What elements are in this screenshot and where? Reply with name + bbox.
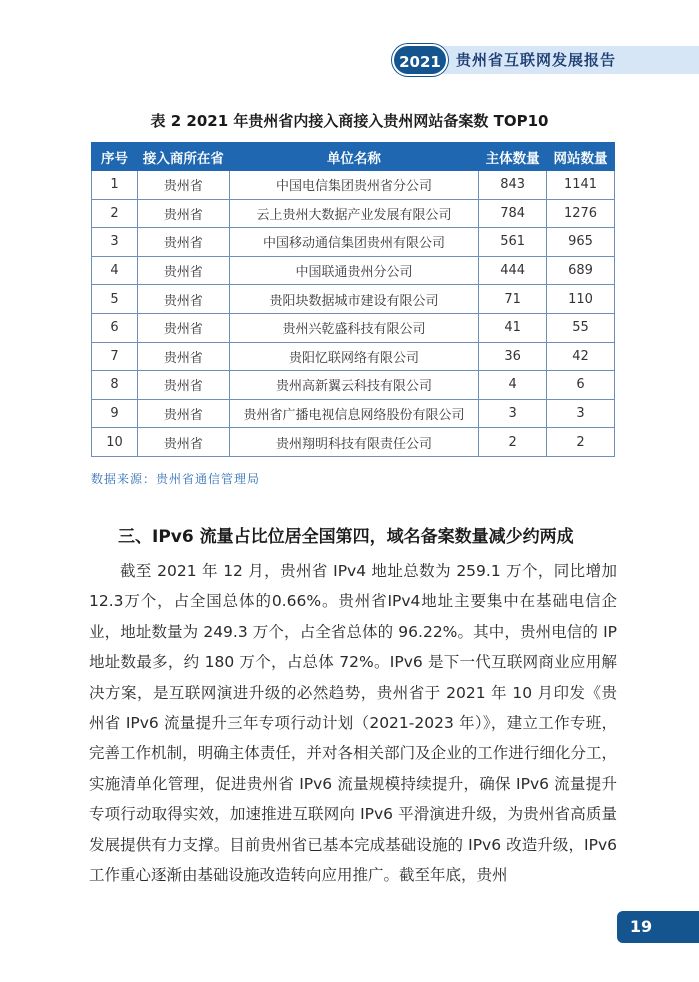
cell-province: 贵州省 xyxy=(137,399,229,428)
col-header-sites: 网站数量 xyxy=(547,143,615,171)
cell-company: 贵阳块数据城市建设有限公司 xyxy=(229,285,478,314)
table-row xyxy=(92,428,615,457)
table-row xyxy=(92,285,615,314)
cell-province: 贵州省 xyxy=(137,313,229,342)
cell-index: 1 xyxy=(92,171,138,200)
cell-sites: 42 xyxy=(547,342,615,371)
table-caption: 表 2 2021 年贵州省内接入商接入贵州网站备案数 TOP10 xyxy=(150,112,549,130)
table-row xyxy=(92,313,615,342)
cell-province: 贵州省 xyxy=(137,256,229,285)
cell-company: 贵州兴乾盛科技有限公司 xyxy=(229,313,478,342)
col-header-entities: 主体数量 xyxy=(479,143,547,171)
cell-company: 中国联通贵州分公司 xyxy=(229,256,478,285)
cell-index: 9 xyxy=(92,399,138,428)
body-paragraph: 截至 2021 年 12 月，贵州省 IPv4 地址总数为 259.1 万个，同比增加 12.3万个，占全国总体的0.66%。贵州省IPv4地址主要集中在基础电信企业，地址数量为 249.3 万个，占全省总体的 96.22%。其中，贵州电信的 IP 地址数最多，约 180 万个，占总体 72%。IPv6 是下一代互联网商业应用解决方案，是互联网演进升级的必然趋势，贵州省于 2021 年 10 月印发《贵州省 IPv6 流量提升三年专项行动计划（2021-2023 年）》，建立工作专班，完善工作机制，明确主体责任，并对各相关部门及企业的工作进行细化分工，实施清单化管理，促进贵州省 IPv6 流量规模持续提升，确保 IPv6 流量提升专项行动取得实效，加速推进互联网向 IPv6 平滑演进升级，为贵州省高质量发展提供有力支撑。目前贵州省已基本完成基础设施的 IPv6 改造升级，IPv6 工作重心逐渐由基础设施改造转向应用推广。截至年底，贵州 xyxy=(89,562,617,885)
cell-sites: 55 xyxy=(547,313,615,342)
cell-index: 2 xyxy=(92,199,138,228)
cell-index: 10 xyxy=(92,428,138,457)
cell-index: 8 xyxy=(92,371,138,400)
cell-company: 云上贵州大数据产业发展有限公司 xyxy=(229,199,478,228)
cell-sites: 1276 xyxy=(547,199,615,228)
cell-company: 贵阳忆联网络有限公司 xyxy=(229,342,478,371)
cell-province: 贵州省 xyxy=(137,171,229,200)
cell-province: 贵州省 xyxy=(137,428,229,457)
cell-province: 贵州省 xyxy=(137,285,229,314)
header-year-badge: 2021年 xyxy=(392,44,448,76)
cell-company: 贵州省广播电视信息网络股份有限公司 xyxy=(229,399,478,428)
header-title: 贵州省互联网发展报告 xyxy=(456,51,617,69)
cell-province: 贵州省 xyxy=(137,228,229,257)
table-row xyxy=(92,199,615,228)
cell-entities: 2 xyxy=(479,428,547,457)
cell-index: 6 xyxy=(92,313,138,342)
cell-company: 贵州高新翼云科技有限公司 xyxy=(229,371,478,400)
table-row xyxy=(92,256,615,285)
cell-sites: 3 xyxy=(547,399,615,428)
cell-province: 贵州省 xyxy=(137,342,229,371)
cell-entities: 843 xyxy=(479,171,547,200)
cell-entities: 71 xyxy=(479,285,547,314)
cell-company: 中国移动通信集团贵州有限公司 xyxy=(229,228,478,257)
cell-entities: 561 xyxy=(479,228,547,257)
cell-entities: 3 xyxy=(479,399,547,428)
cell-sites: 965 xyxy=(547,228,615,257)
cell-province: 贵州省 xyxy=(137,371,229,400)
cell-sites: 689 xyxy=(547,256,615,285)
section-heading: 三、IPv6 流量占比位居全国第四，域名备案数量减少约两成 xyxy=(118,527,574,547)
table-row xyxy=(92,399,615,428)
cell-sites: 2 xyxy=(547,428,615,457)
cell-entities: 41 xyxy=(479,313,547,342)
cell-entities: 444 xyxy=(479,256,547,285)
top10-table xyxy=(91,142,615,457)
table-row xyxy=(92,371,615,400)
cell-index: 3 xyxy=(92,228,138,257)
cell-company: 贵州翔明科技有限责任公司 xyxy=(229,428,478,457)
cell-company: 中国电信集团贵州省分公司 xyxy=(229,171,478,200)
table-row xyxy=(92,228,615,257)
cell-sites: 1141 xyxy=(547,171,615,200)
col-header-company: 单位名称 xyxy=(229,143,478,171)
cell-province: 贵州省 xyxy=(137,199,229,228)
table-header-row xyxy=(92,143,615,171)
cell-sites: 6 xyxy=(547,371,615,400)
cell-index: 4 xyxy=(92,256,138,285)
cell-entities: 4 xyxy=(479,371,547,400)
cell-index: 5 xyxy=(92,285,138,314)
cell-entities: 36 xyxy=(479,342,547,371)
table-row xyxy=(92,342,615,371)
table-row xyxy=(92,171,615,200)
cell-entities: 784 xyxy=(479,199,547,228)
cell-index: 7 xyxy=(92,342,138,371)
col-header-province: 接入商所在省 xyxy=(137,143,229,171)
data-source-note: 数据来源：贵州省通信管理局 xyxy=(91,472,261,486)
col-header-index: 序号 xyxy=(92,143,138,171)
page-number: 19 xyxy=(629,917,653,936)
cell-sites: 110 xyxy=(547,285,615,314)
